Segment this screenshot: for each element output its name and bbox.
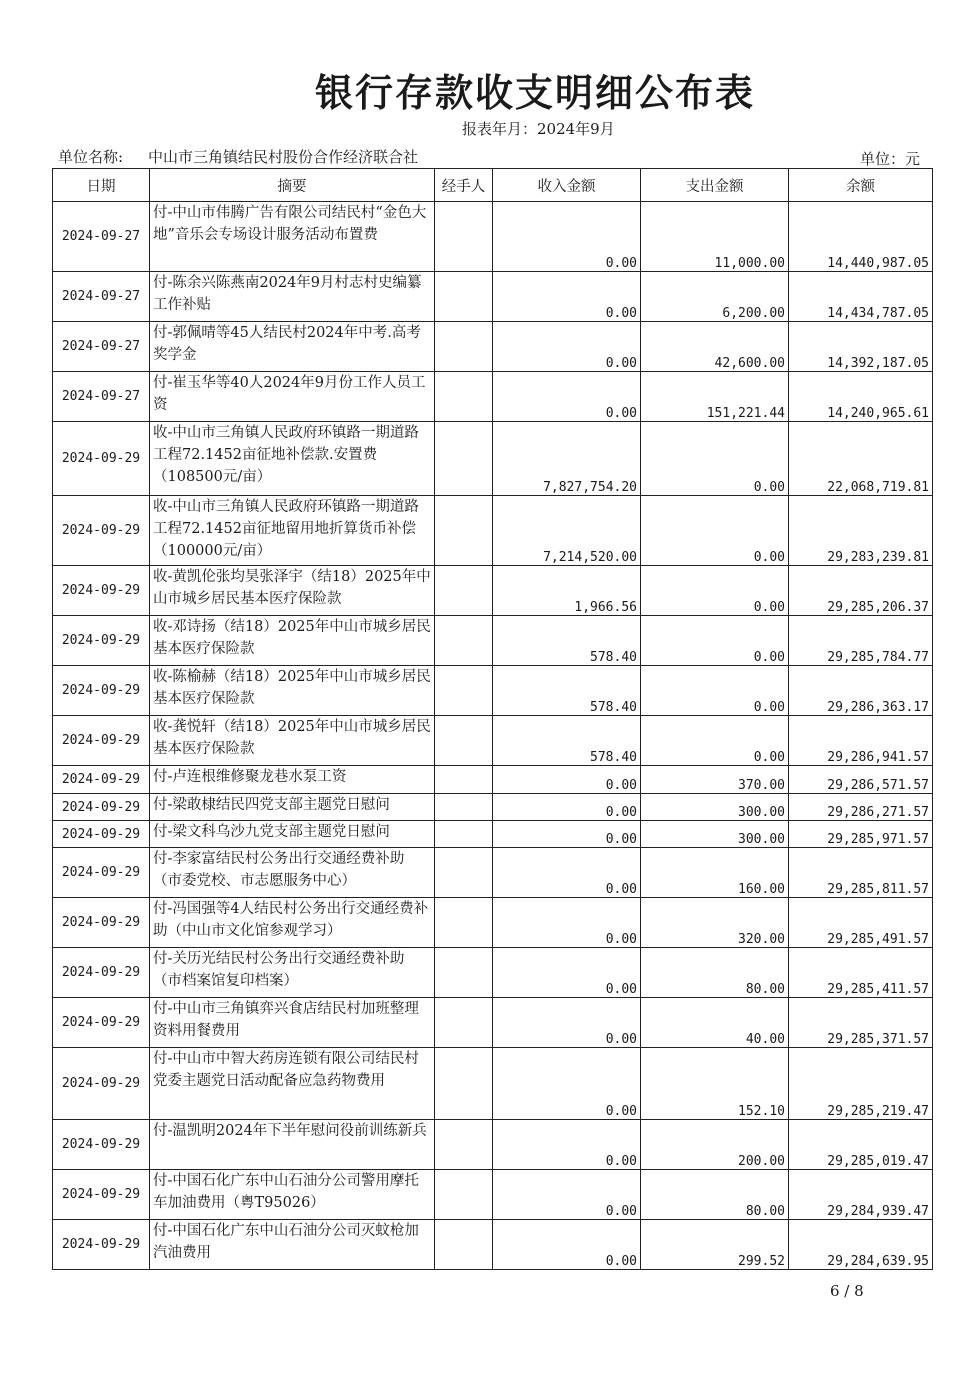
cell-expense: 0.00: [641, 566, 789, 616]
table-row: [53, 1048, 933, 1120]
cell-handler: [435, 566, 493, 616]
cell-handler: [435, 616, 493, 666]
cell-date: 2024-09-29: [53, 848, 150, 898]
table-row: [53, 616, 933, 666]
table-row: [53, 372, 933, 422]
cell-handler: [435, 1220, 493, 1270]
cell-income: 0.00: [493, 1220, 641, 1270]
cell-expense: 0.00: [641, 616, 789, 666]
cell-balance: 14,392,187.05: [789, 322, 933, 372]
cell-summary: 付-中山市中智大药房连锁有限公司结民村党委主题党日活动配备应急药物费用: [150, 1048, 435, 1120]
cell-income: 1,966.56: [493, 566, 641, 616]
page-title: 银行存款收支明细公布表: [314, 71, 755, 115]
table-row: [53, 272, 933, 322]
cell-date: 2024-09-29: [53, 898, 150, 948]
cell-income: 0.00: [493, 1170, 641, 1220]
cell-expense: 40.00: [641, 998, 789, 1048]
cell-balance: 29,285,371.57: [789, 998, 933, 1048]
cell-balance: 29,286,571.57: [789, 766, 933, 794]
cell-balance: 14,440,987.05: [789, 202, 933, 272]
cell-expense: 320.00: [641, 898, 789, 948]
cell-income: 0.00: [493, 948, 641, 998]
cell-balance: 29,285,019.47: [789, 1120, 933, 1170]
cell-handler: [435, 202, 493, 272]
cell-balance: 29,285,784.77: [789, 616, 933, 666]
column-header-date: 日期: [53, 169, 150, 202]
table-row: [53, 566, 933, 616]
column-header-expense: 支出金额: [641, 169, 789, 202]
cell-date: 2024-09-27: [53, 272, 150, 322]
cell-summary: 付-关历光结民村公务出行交通经费补助（市档案馆复印档案）: [150, 948, 435, 998]
cell-expense: 11,000.00: [641, 202, 789, 272]
table-row: [53, 1120, 933, 1170]
cell-balance: 29,284,639.95: [789, 1220, 933, 1270]
cell-expense: 80.00: [641, 1170, 789, 1220]
cell-income: 578.40: [493, 716, 641, 766]
cell-handler: [435, 372, 493, 422]
cell-summary: 收-中山市三角镇人民政府环镇路一期道路工程72.1452亩征地补偿款.安置费（108500元/亩）: [150, 422, 435, 496]
cell-handler: [435, 766, 493, 794]
cell-income: 0.00: [493, 766, 641, 794]
cell-income: 0.00: [493, 1048, 641, 1120]
cell-balance: 29,284,939.47: [789, 1170, 933, 1220]
cell-income: 0.00: [493, 272, 641, 322]
cell-handler: [435, 322, 493, 372]
cell-balance: 14,434,787.05: [789, 272, 933, 322]
cell-balance: 29,285,491.57: [789, 898, 933, 948]
cell-income: 7,214,520.00: [493, 496, 641, 566]
cell-handler: [435, 666, 493, 716]
cell-expense: 200.00: [641, 1120, 789, 1170]
cell-balance: 22,068,719.81: [789, 422, 933, 496]
cell-date: 2024-09-29: [53, 1170, 150, 1220]
cell-balance: 29,285,411.57: [789, 948, 933, 998]
table-header-row: [53, 169, 933, 202]
cell-handler: [435, 272, 493, 322]
cell-expense: 160.00: [641, 848, 789, 898]
cell-summary: 收-陈榆赫（结18）2025年中山市城乡居民基本医疗保险款: [150, 666, 435, 716]
cell-balance: 29,285,219.47: [789, 1048, 933, 1120]
table-row: [53, 322, 933, 372]
cell-date: 2024-09-27: [53, 322, 150, 372]
cell-income: 0.00: [493, 202, 641, 272]
currency-unit: 单位：元: [860, 150, 921, 168]
cell-summary: 收-龚悦轩（结18）2025年中山市城乡居民基本医疗保险款: [150, 716, 435, 766]
column-header-income: 收入金额: [493, 169, 641, 202]
cell-expense: 152.10: [641, 1048, 789, 1120]
cell-balance: 29,283,239.81: [789, 496, 933, 566]
cell-income: 0.00: [493, 848, 641, 898]
table-row: [53, 1170, 933, 1220]
table-row: [53, 998, 933, 1048]
cell-expense: 0.00: [641, 422, 789, 496]
cell-handler: [435, 716, 493, 766]
cell-date: 2024-09-29: [53, 1120, 150, 1170]
cell-expense: 299.52: [641, 1220, 789, 1270]
cell-income: 578.40: [493, 666, 641, 716]
cell-date: 2024-09-29: [53, 1048, 150, 1120]
cell-summary: 付-温凯明2024年下半年慰问役前训练新兵: [150, 1120, 435, 1170]
cell-summary: 收-黄凯伦张均昊张泽宇（结18）2025年中山市城乡居民基本医疗保险款: [150, 566, 435, 616]
cell-summary: 收-邓诗扬（结18）2025年中山市城乡居民基本医疗保险款: [150, 616, 435, 666]
cell-balance: 29,286,941.57: [789, 716, 933, 766]
cell-summary: 付-崔玉华等40人2024年9月份工作人员工资: [150, 372, 435, 422]
table-row: [53, 948, 933, 998]
cell-summary: 付-中国石化广东中山石油分公司灭蚊枪加汽油费用: [150, 1220, 435, 1270]
cell-expense: 42,600.00: [641, 322, 789, 372]
cell-income: 0.00: [493, 322, 641, 372]
cell-expense: 300.00: [641, 794, 789, 821]
table-row: [53, 766, 933, 794]
ledger-table: [52, 168, 933, 1270]
table-row: [53, 666, 933, 716]
cell-expense: 0.00: [641, 716, 789, 766]
cell-balance: 29,286,271.57: [789, 794, 933, 821]
cell-handler: [435, 998, 493, 1048]
cell-expense: 0.00: [641, 496, 789, 566]
table-row: [53, 202, 933, 272]
cell-expense: 0.00: [641, 666, 789, 716]
table-row: [53, 848, 933, 898]
cell-income: 0.00: [493, 372, 641, 422]
cell-date: 2024-09-29: [53, 794, 150, 821]
cell-date: 2024-09-29: [53, 422, 150, 496]
cell-handler: [435, 1120, 493, 1170]
cell-handler: [435, 848, 493, 898]
cell-balance: 14,240,965.61: [789, 372, 933, 422]
column-header-handler: 经手人: [435, 169, 493, 202]
column-header-balance: 余额: [789, 169, 933, 202]
cell-balance: 29,285,971.57: [789, 821, 933, 848]
page-number: 6 / 8: [830, 1282, 864, 1300]
cell-summary: 付-中山市伟腾广告有限公司结民村“金色大地”音乐会专场设计服务活动布置费: [150, 202, 435, 272]
cell-expense: 151,221.44: [641, 372, 789, 422]
cell-income: 0.00: [493, 794, 641, 821]
cell-summary: 付-郭佩晴等45人结民村2024年中考.高考奖学金: [150, 322, 435, 372]
cell-income: 578.40: [493, 616, 641, 666]
cell-date: 2024-09-29: [53, 496, 150, 566]
cell-handler: [435, 422, 493, 496]
cell-date: 2024-09-29: [53, 566, 150, 616]
table-row: [53, 794, 933, 821]
cell-handler: [435, 1048, 493, 1120]
table-row: [53, 898, 933, 948]
cell-date: 2024-09-29: [53, 666, 150, 716]
cell-handler: [435, 821, 493, 848]
cell-date: 2024-09-29: [53, 821, 150, 848]
column-header-summary: 摘要: [150, 169, 435, 202]
table-row: [53, 716, 933, 766]
cell-date: 2024-09-29: [53, 616, 150, 666]
unit-name: 中山市三角镇结民村股份合作经济联合社: [148, 148, 419, 166]
cell-handler: [435, 898, 493, 948]
cell-balance: 29,285,206.37: [789, 566, 933, 616]
cell-expense: 370.00: [641, 766, 789, 794]
cell-handler: [435, 794, 493, 821]
cell-date: 2024-09-27: [53, 202, 150, 272]
cell-handler: [435, 948, 493, 998]
cell-income: 0.00: [493, 898, 641, 948]
cell-balance: 29,286,363.17: [789, 666, 933, 716]
table-row: [53, 1220, 933, 1270]
cell-summary: 付-卢连根维修聚龙巷水泵工资: [150, 766, 435, 794]
table-row: [53, 821, 933, 848]
cell-date: 2024-09-29: [53, 948, 150, 998]
cell-income: 0.00: [493, 998, 641, 1048]
cell-handler: [435, 496, 493, 566]
cell-date: 2024-09-29: [53, 1220, 150, 1270]
table-row: [53, 496, 933, 566]
table-row: [53, 422, 933, 496]
cell-income: 0.00: [493, 821, 641, 848]
cell-summary: 收-中山市三角镇人民政府环镇路一期道路工程72.1452亩征地留用地折算货币补偿（100000元/亩）: [150, 496, 435, 566]
cell-summary: 付-中国石化广东中山石油分公司警用摩托车加油费用（粤T95026）: [150, 1170, 435, 1220]
cell-handler: [435, 1170, 493, 1220]
cell-date: 2024-09-29: [53, 716, 150, 766]
cell-expense: 300.00: [641, 821, 789, 848]
cell-summary: 付-梁文科乌沙九党支部主题党日慰问: [150, 821, 435, 848]
cell-expense: 6,200.00: [641, 272, 789, 322]
cell-summary: 付-中山市三角镇弈兴食店结民村加班整理资料用餐费用: [150, 998, 435, 1048]
cell-date: 2024-09-29: [53, 998, 150, 1048]
cell-expense: 80.00: [641, 948, 789, 998]
cell-summary: 付-冯国强等4人结民村公务出行交通经费补助（中山市文化馆参观学习）: [150, 898, 435, 948]
cell-summary: 付-李家富结民村公务出行交通经费补助（市委党校、市志愿服务中心）: [150, 848, 435, 898]
report-period: 报表年月：2024年9月: [462, 120, 615, 138]
unit-name-label: 单位名称:: [58, 148, 124, 166]
cell-income: 0.00: [493, 1120, 641, 1170]
cell-date: 2024-09-29: [53, 766, 150, 794]
cell-income: 7,827,754.20: [493, 422, 641, 496]
cell-summary: 付-梁敢棣结民四党支部主题党日慰问: [150, 794, 435, 821]
cell-date: 2024-09-27: [53, 372, 150, 422]
cell-summary: 付-陈余兴陈燕南2024年9月村志村史编纂工作补贴: [150, 272, 435, 322]
cell-balance: 29,285,811.57: [789, 848, 933, 898]
